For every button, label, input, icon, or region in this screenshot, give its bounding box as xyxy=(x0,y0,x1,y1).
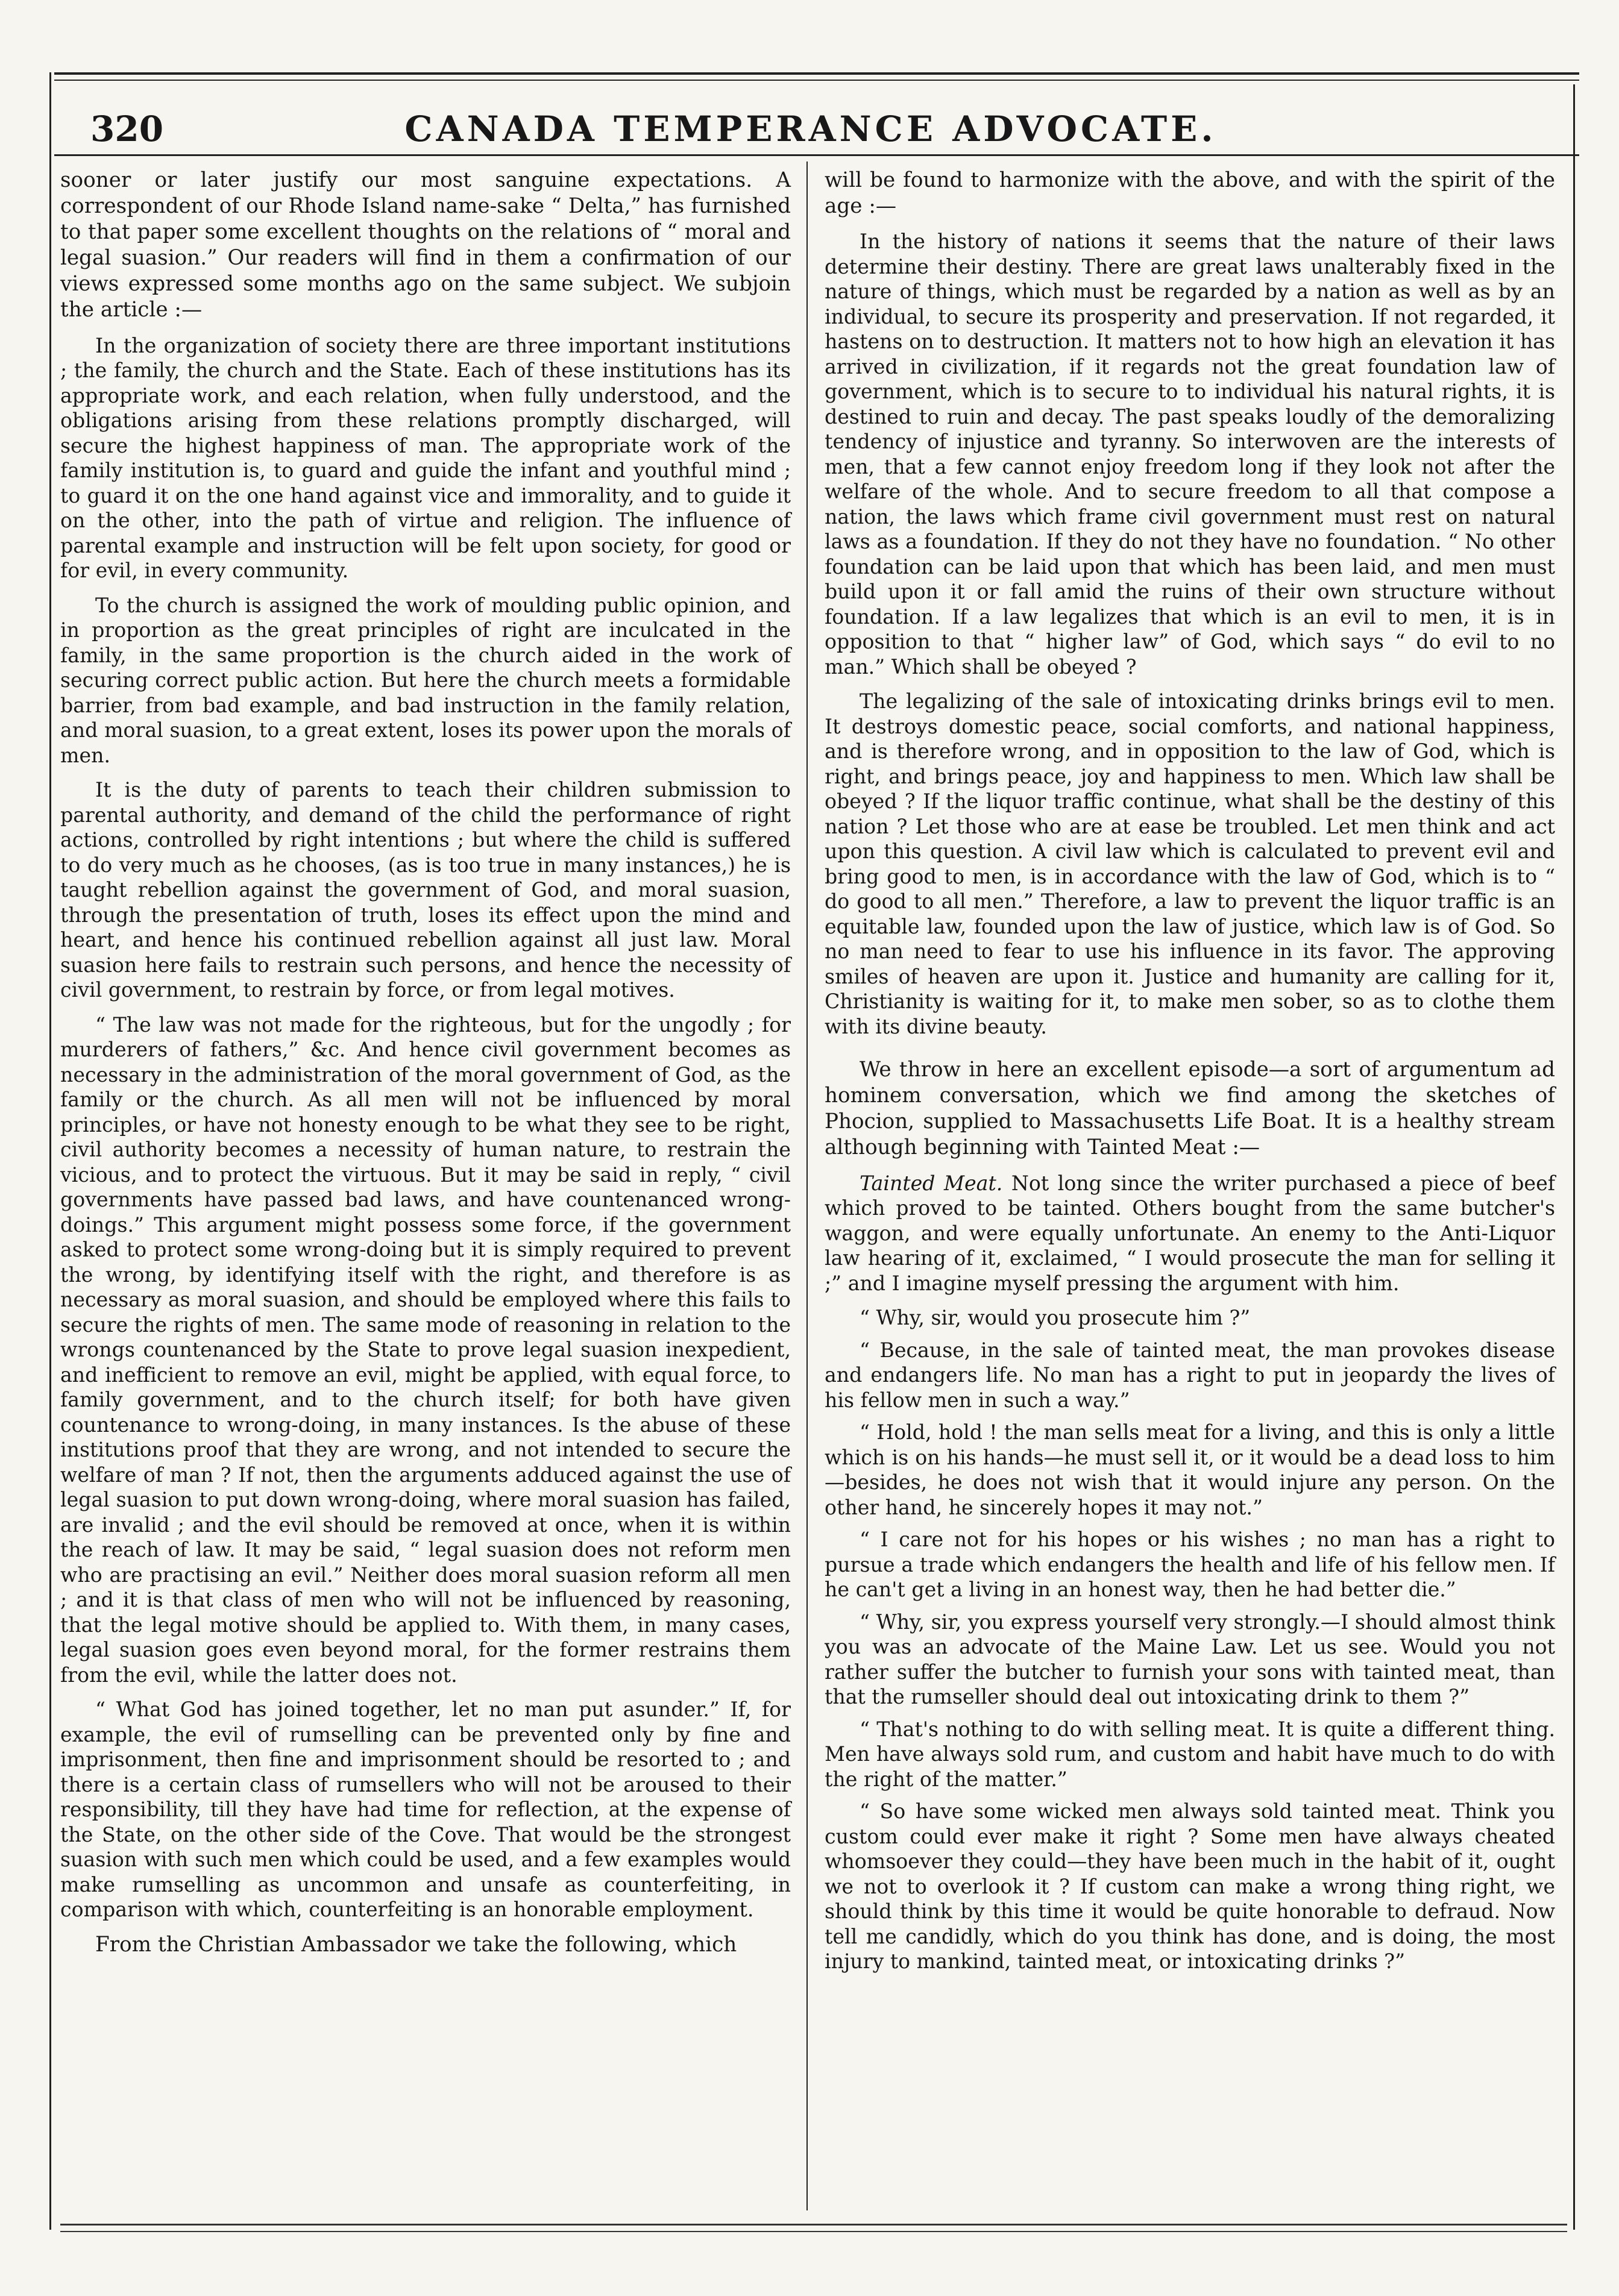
masthead-title: CANADA TEMPERANCE ADVOCATE. xyxy=(404,108,1217,149)
left-column xyxy=(60,168,791,1968)
paragraph-parents: It is the duty of parents to teach their children submission to parental authority, and demand of the child the performance of right actions, controlled by right intentions ; but where the child is suffered to do very much as he chooses, (as is too true in many instances,) he is taught rebellion against the government of God, and moral suasion, through the presentation of truth, loses its effect upon the mind and heart, and hence his continued rebellion against all just law. Moral suasion here fails to restrain such persons, and hence the necessity of civil government, to restrain by force, or from legal motives. xyxy=(60,778,791,1002)
page-number: 320 xyxy=(90,108,164,149)
frame-left-rule xyxy=(49,72,51,2230)
tainted-meat-body: Not long since the writer purchased a piece of beef which proved to be tainted. Others bought from the same butcher's waggon, and were equally unfortunate. An enemy to the Anti-Liquor law hearing of it, exclaimed, “ I would prosecute the man for selling it ;” and I imagine myself pressing the argument with him. xyxy=(825,1171,1555,1295)
dialogue-line: “ Why, sir, you express yourself very strongly.—I should almost think you was an advocate of the Maine Law. Let us see. Would you not rather suffer the butcher to furnish your sons with tainted meat, than that the rumseller should deal out intoxicating drink to them ?” xyxy=(825,1610,1555,1709)
page-header xyxy=(90,104,1531,170)
paragraph-law: “ The law was not made for the righteous, but for the ungodly ; for murderers of fathers,” &c. And hence civil government becomes as necessary in the administration of the moral government of God, as the family or the church. As all men will not be influenced by moral principles, or have not honesty enough to be what they see to be right, civil authority becomes a necessity of human nature, to restrain the vicious, and to protect the virtuous. But it may be said in reply, “ civil governments have passed bad laws, and have countenanced wrong-doings.” This argument might possess some force, if the government asked to protect some wrong-doing but it is simply required to prevent the wrong, by identifying itself with the right, and therefore is as necessary as moral suasion, and should be employed where this fails to secure the rights of men. The same mode of reasoning in relation to the wrongs countenanced by the State to prove legal suasion inexpedient, and inefficient to remove an evil, might be applied, with equal force, to family government, and to the church itself; for both have given countenance to wrong-doing, in many instances. Is the abuse of these institutions proof that they are wrong, and not intended to secure the welfare of man ? If not, then the arguments adduced against the use of legal suasion to put down wrong-doing, where moral suasion has failed, are invalid ; and the evil should be removed at once, when it is within the reach of law. It may be said, “ legal suasion does not reform men who are practising an evil.” Neither does moral suasion reform all men ; and it is that class of men who will not be influenced by reasoning, that the legal motive should be applied to. With them, in many cases, legal suasion goes even beyond moral, for the former restrains them from the evil, while the latter does not. xyxy=(60,1012,791,1687)
dialogue-line: “ Hold, hold ! the man sells meat for a living, and this is only a little which is on his hands—he must sell it, or it would be a dead loss to him—besides, he does not wish that it would injure any person. On the other hand, he sincerely hopes it may not.” xyxy=(825,1420,1555,1519)
article-intro: sooner or later justify our most sanguine expectations. A correspondent of our Rhode Island name-sake “ Delta,” has furnished to that paper some excellent thoughts on the relations of “ moral and legal suasion.” Our readers will find in them a confirmation of our views expressed some months ago on the same subject. We subjoin the article :— xyxy=(60,168,791,322)
paragraph-nations: In the history of nations it seems that the nature of their laws determine their destiny. There are great laws unalterably fixed in the nature of things, which must be regarded by a nation as well as by an individual, to secure its prosperity and preservation. If not regarded, it hastens on to destruction. It matters not to how high an elevation it has arrived in civilization, if it regards not the great foundation law of government, which is to secure to to individual his natural rights, it is destined to ruin and decay. The past speaks loudly of the demoralizing tendency of injustice and tyranny. So interwoven are the interests of men, that a few cannot enjoy freedom long if they look not after the welfare of the whole. And to secure freedom to all that compose a nation, the laws which frame civil government must rest on natural laws as a foundation. If they do not they have no foundation. “ No other foundation can be laid upon that which has been laid, and men must build upon it or fall amid the ruins of their own structure without foundation. If a law legalizes that which is an evil to men, it is in opposition to that “ higher law” of God, which says “ do evil to no man.” Which shall be obeyed ? xyxy=(825,230,1555,679)
paragraph-organization: In the organization of society there are three important institutions ; the family, the church and the State. Each of these institutions has its appropriate work, and each relation, when fully understood, and the obligations arising from these relations promptly discharged, will secure the highest happiness of man. The appropriate work of the family institution is, to guard and guide the infant and youthful mind ; to guard it on the one hand against vice and immorality, and to guide it on the other, into the path of virtue and religion. The influence of parental example and instruction will be felt upon society, for good or for evil, in every community. xyxy=(60,333,791,583)
paragraph-christian-ambassador: From the Christian Ambassador we take the following, which xyxy=(95,1932,737,1957)
frame-top-rule-thin xyxy=(54,80,1579,81)
paragraph-what-god: “ What God has joined together, let no man put asunder.” If, for example, the evil of rumselling can be prevented only by fine and imprisonment, then fine and imprisonment should be resorted to ; and there is a certain class of rumsellers who will not be aroused to their responsibility, till they have had time for reflection, at the expense of the State, on the other side of the Cove. That would be the strongest suasion with such men which could be used, and a few examples would make rumselling as uncommon and unsafe as counterfeiting, in comparison with which, counterfeiting is an honorable employment. xyxy=(60,1698,791,1922)
dialogue-line: “ So have some wicked men always sold tainted meat. Think you custom could ever make it right ? Some men have always cheated whomsoever they could—they have been much in the habit of it, ought we not to overlook it ? If custom can make a wrong thing right, we should think by this time it would be quite honorable to defraud. Now tell me candidly, which do you think has done, and is doing, the most injury to mankind, tainted meat, or intoxicating drinks ?” xyxy=(825,1799,1555,1974)
column-divider xyxy=(806,162,808,2210)
dialogue-line: “ That's nothing to do with selling meat. It is quite a different thing. Men have always sold rum, and custom and habit have much to do with the right of the matter.” xyxy=(825,1717,1555,1791)
tainted-meat-lead: Tainted Meat. xyxy=(860,1171,1003,1195)
header-rule xyxy=(54,154,1579,156)
paragraph-episode: We throw in here an excellent episode—a sort of argumentum ad hominem conversation, which we find among the sketches of Phocion, supplied to Massachusetts Life Boat. It is a healthy stream although beginning with Tainted Meat :— xyxy=(825,1058,1555,1160)
frame-top-rule xyxy=(54,72,1579,75)
dialogue-line: “ I care not for his hopes or his wishes ; no man has a right to pursue a trade which endangers the health and life of his fellow men. If he can't get a living in an honest way, then he had better die.” xyxy=(825,1528,1555,1602)
paragraph-legalizing: The legalizing of the sale of intoxicating drinks brings evil to men. It destroys domestic peace, social comforts, and national happiness, and is therefore wrong, and in opposition to the law of God, which is right, and brings peace, joy and happiness to men. Which law shall be obeyed ? If the liquor traffic continue, what shall be the destiny of this nation ? Let those who are at ease be troubled. Let men think and act upon this question. A civil law which is calculated to prevent evil and bring good to men, is in accordance with the law of God, which is to “ do good to all men.” Therefore, a law to prevent the liquor traffic is an equitable law, founded upon the law of justice, which law is of God. So no man need to fear to use his influence in its favor. The approving smiles of heaven are upon it. Justice and humanity are calling for it, Christianity is waiting for it, to make men sober, so as to clothe them with its divine beauty. xyxy=(825,689,1555,1038)
frame-right-rule xyxy=(1573,84,1575,2230)
dialogue-line: “ Because, in the sale of tainted meat, the man provokes disease and endangers life. No man has a right to put in jeopardy the lives of his fellow men in such a way.” xyxy=(825,1338,1555,1412)
paragraph-church: To the church is assigned the work of moulding public opinion, and in proportion as the great principles of right are inculcated in the family, in the same proportion is the church aided in the work of securing correct public action. But here the church meets a formidable barrier, from bad example, and bad instruction in the family relation, and moral suasion, to a great extent, loses its power upon the morals of men. xyxy=(60,593,791,767)
continued-text: will be found to harmonize with the above, and with the spirit of the age :— xyxy=(825,168,1555,219)
paragraph-tainted-meat xyxy=(825,1171,1555,1296)
footer-rule-thin xyxy=(60,2231,1567,2232)
right-column xyxy=(825,168,1555,1981)
dialogue-line: “ Why, sir, would you prosecute him ?” xyxy=(860,1306,1251,1330)
footer-rule xyxy=(60,2224,1567,2225)
